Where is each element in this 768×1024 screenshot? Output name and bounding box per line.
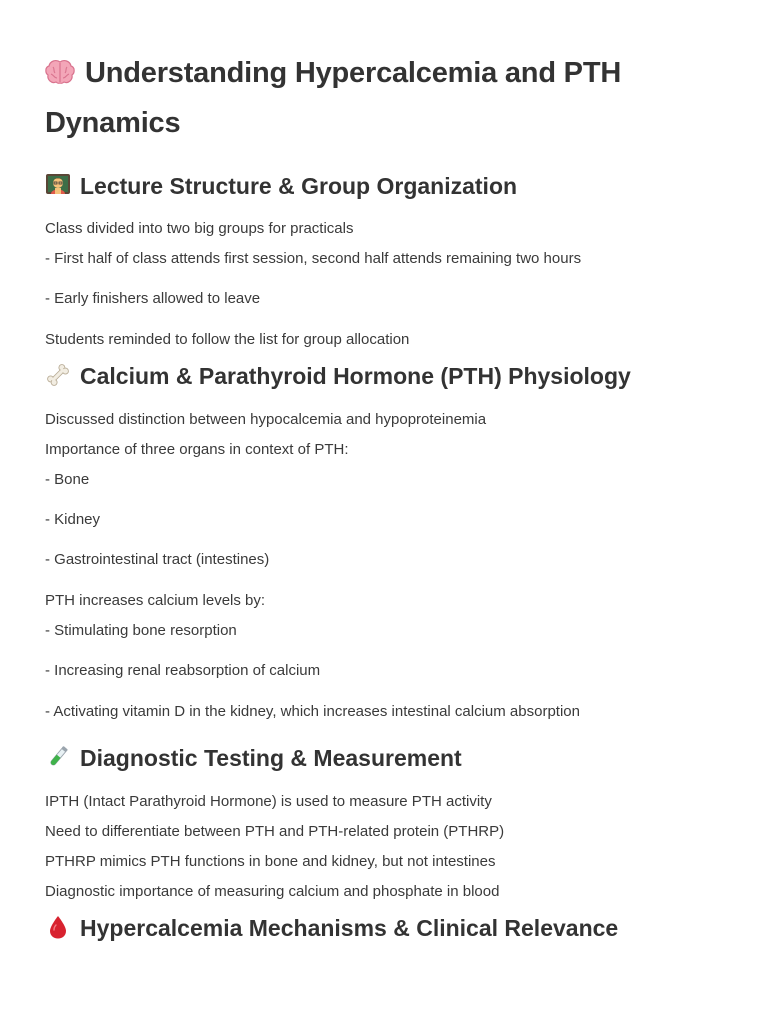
- note-line: Diagnostic importance of measuring calcium and phosphate in blood: [45, 883, 500, 900]
- section-heading-calcium-pth: [45, 360, 631, 392]
- note-line: PTHRP mimics PTH functions in bone and kidney, but not intestines: [45, 853, 496, 870]
- note-line: - First half of class attends first session, second half attends remaining two hours: [45, 250, 582, 267]
- note-line: Importance of three organs in context of PTH:: [45, 441, 349, 458]
- page-title: [45, 48, 735, 148]
- note-line: - Gastrointestinal tract (intestines): [45, 551, 270, 568]
- section-heading-text: Calcium & Parathyroid Hormone (PTH) Physiology: [80, 363, 631, 389]
- section-heading-lecture-structure: [45, 170, 517, 202]
- section-heading-diagnostic-testing: [45, 742, 462, 774]
- note-line: Need to differentiate between PTH and PTH-related protein (PTHRP): [45, 823, 505, 840]
- note-line: - Bone: [45, 471, 90, 488]
- test-tube-icon: [45, 744, 71, 770]
- note-line: Students reminded to follow the list for group allocation: [45, 331, 410, 348]
- section-heading-text: Diagnostic Testing & Measurement: [80, 745, 462, 771]
- section-heading-hypercalcemia-mechanisms: [45, 912, 618, 944]
- title-text: Understanding Hypercalcemia and PTH Dynamics: [45, 57, 622, 139]
- note-line: Discussed distinction between hypocalcemia and hypoproteinemia: [45, 411, 487, 428]
- bone-icon: [45, 362, 71, 388]
- section-heading-text: Hypercalcemia Mechanisms & Clinical Relevance: [80, 915, 619, 941]
- note-line: - Activating vitamin D in the kidney, which increases intestinal calcium absorption: [45, 703, 580, 720]
- note-line: - Stimulating bone resorption: [45, 622, 237, 639]
- note-line: IPTH (Intact Parathyroid Hormone) is used to measure PTH activity: [45, 793, 492, 810]
- brain-icon: [45, 59, 75, 85]
- blood-drop-icon: [45, 914, 71, 940]
- note-line: PTH increases calcium levels by:: [45, 592, 266, 609]
- note-line: Class divided into two big groups for practicals: [45, 220, 354, 237]
- note-line: - Early finishers allowed to leave: [45, 290, 261, 307]
- note-line: - Increasing renal reabsorption of calcium: [45, 662, 321, 679]
- teacher-icon: [45, 172, 71, 198]
- section-heading-text: Lecture Structure & Group Organization: [80, 173, 518, 199]
- note-line: - Kidney: [45, 511, 101, 528]
